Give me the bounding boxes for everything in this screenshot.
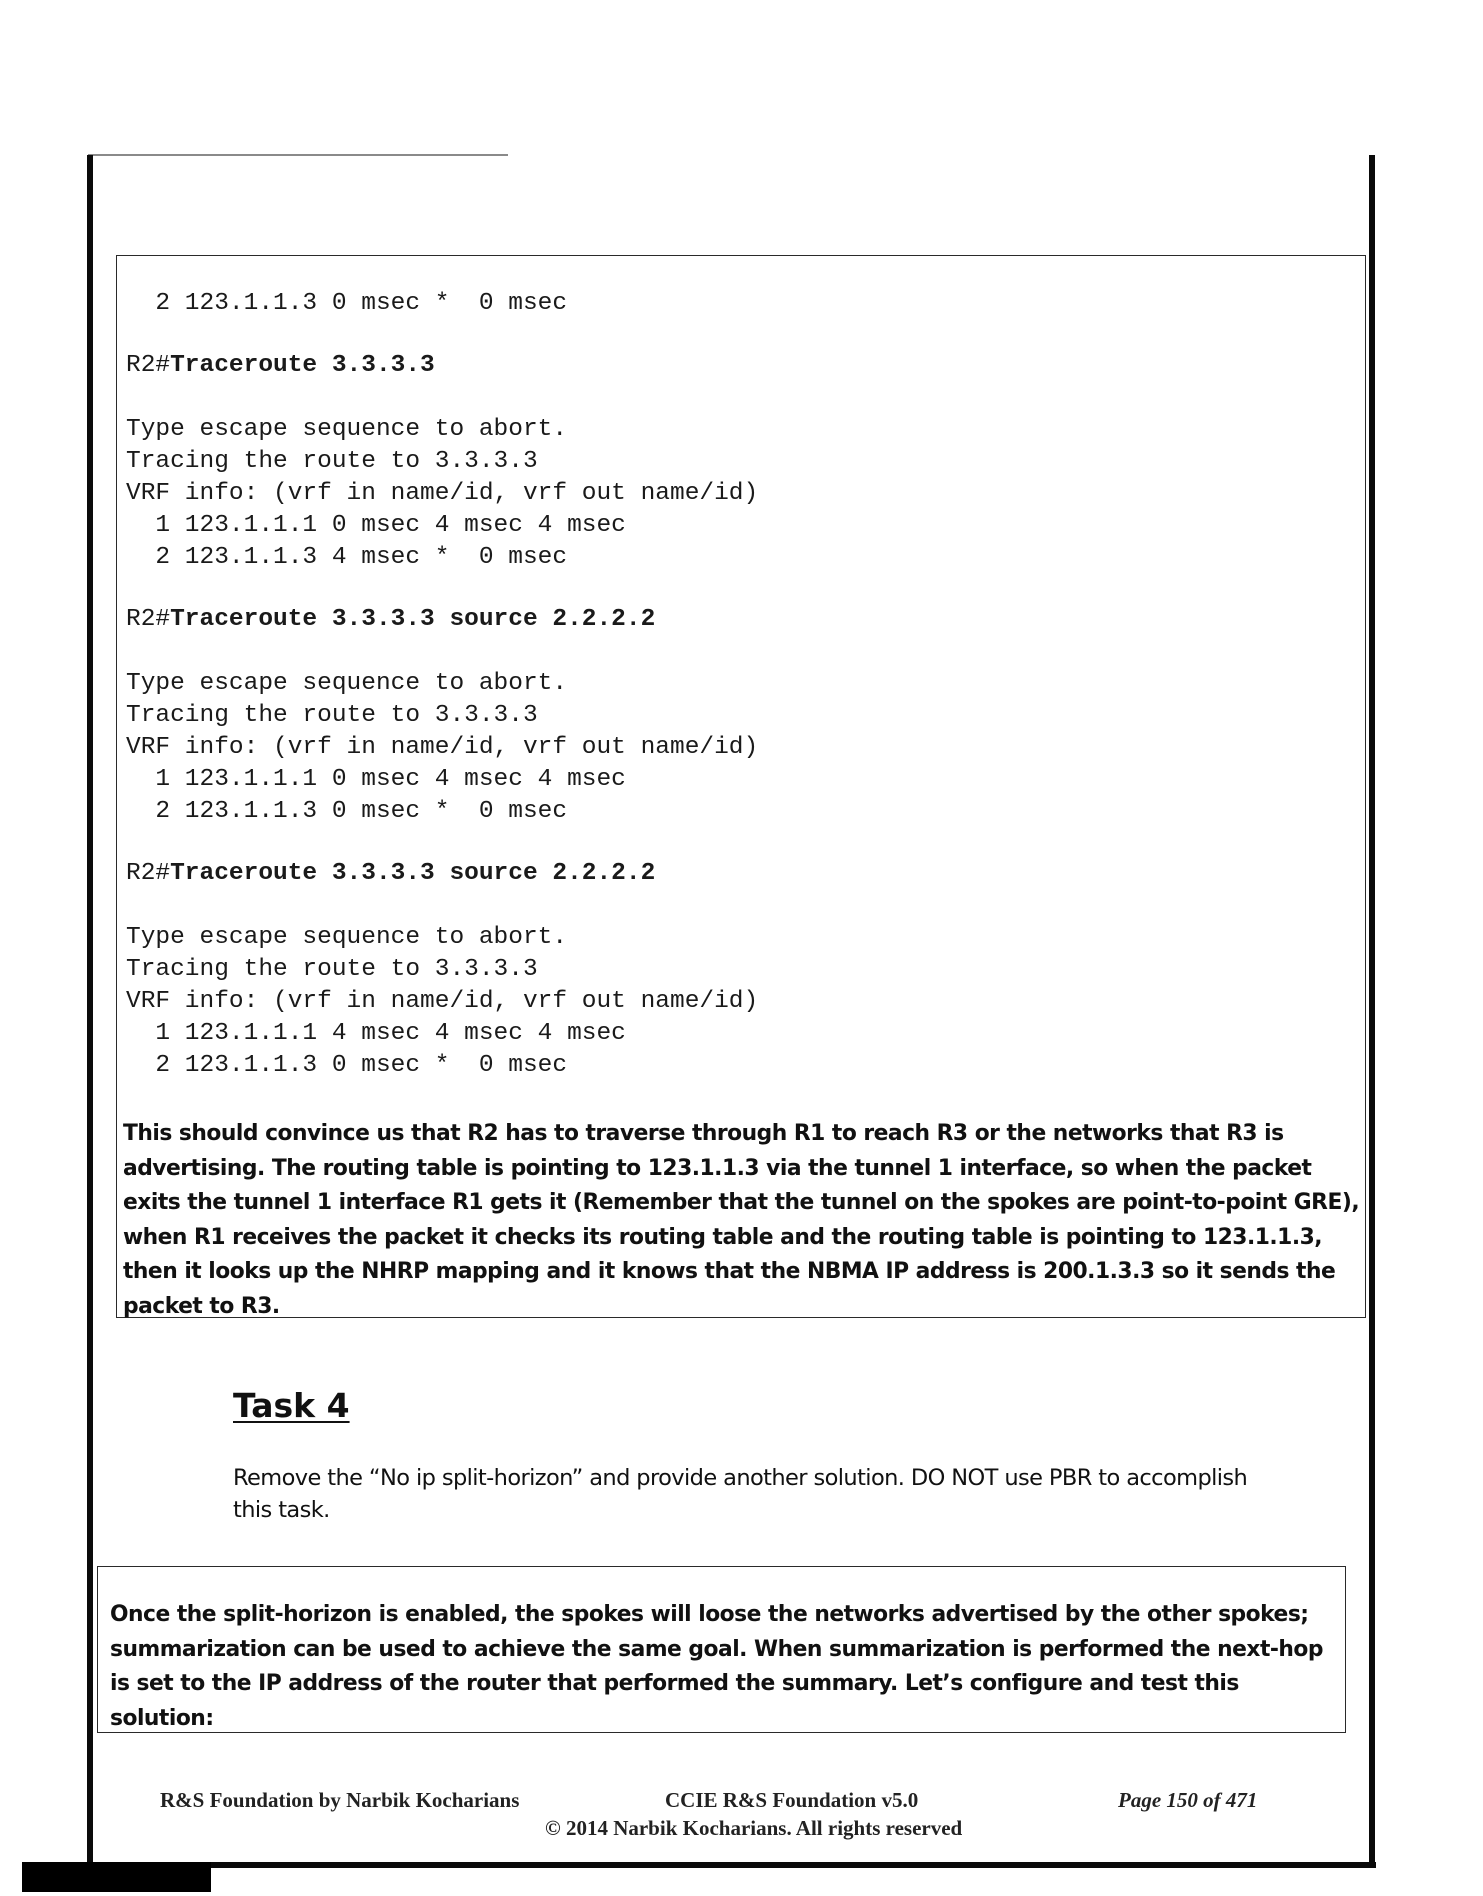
task-description: Remove the “No ip split-horizon” and provide another solution. DO NOT use PBR to accomplish this task. <box>233 1465 1248 1523</box>
cli-command-line <box>126 858 655 890</box>
cli-prompt: R2# <box>126 606 171 633</box>
cli-output-line: 1 123.1.1.1 4 msec 4 msec 4 msec <box>126 1020 626 1047</box>
cli-output-line: Type escape sequence to abort. <box>126 670 568 697</box>
page-right-border <box>1369 155 1375 1868</box>
page-bottom-border <box>80 1862 1376 1868</box>
cli-prompt: R2# <box>126 860 171 887</box>
cli-output-line: Tracing the route to 3.3.3.3 <box>126 448 538 475</box>
solution-note: Once the split-horizon is enabled, the spokes will loose the networks advertised by the other spokes; summarization can be used to achieve the same goal. When summarization is performed the next-hop is set to the IP address of the router that performed the summary. Let’s configure and test this solution: <box>110 1602 1324 1731</box>
cli-command-line <box>126 350 435 382</box>
cli-command-line <box>126 604 655 636</box>
cli-output-line: VRF info: (vrf in name/id, vrf out name/id) <box>126 480 759 507</box>
cli-prompt: R2# <box>126 352 171 379</box>
cli-output-line: 2 123.1.1.3 4 msec * 0 msec <box>126 544 568 571</box>
cli-output-line: 2 123.1.1.3 0 msec * 0 msec <box>126 798 568 825</box>
cli-command: Traceroute 3.3.3.3 source 2.2.2.2 <box>170 860 656 887</box>
footer-page-number: Page 150 of 471 <box>1118 1788 1258 1812</box>
cli-output-line: Type escape sequence to abort. <box>126 416 568 443</box>
footer-copyright: © 2014 Narbik Kocharians. All rights reserved <box>545 1816 963 1840</box>
explanation-paragraph: This should convince us that R2 has to traverse through R1 to reach R3 or the networks that R3 is advertising. The routing table is pointing to 123.1.1.3 via the tunnel 1 interface, so when the packet exits the tunnel 1 interface R1 gets it (Remember that the tunnel on the spokes are point-to-point GRE), when R1 receives the packet it checks its routing table and the routing table is pointing to 123.1.1.3, then it looks up the NHRP mapping and it knows that the NBMA IP address is 200.1.3.3 so it sends the packet to R3. <box>123 1121 1360 1319</box>
cli-command: Traceroute 3.3.3.3 source 2.2.2.2 <box>170 606 656 633</box>
cli-output-line: 2 123.1.1.3 0 msec * 0 msec <box>126 1052 568 1079</box>
footer-title: CCIE R&S Foundation v5.0 <box>665 1788 919 1812</box>
cli-output-line: 2 123.1.1.3 0 msec * 0 msec <box>126 290 568 317</box>
cli-output-line: Tracing the route to 3.3.3.3 <box>126 702 538 729</box>
cli-output-line: 1 123.1.1.1 0 msec 4 msec 4 msec <box>126 766 626 793</box>
page-left-border <box>87 155 93 1867</box>
cli-output-line: VRF info: (vrf in name/id, vrf out name/id) <box>126 734 759 761</box>
scan-corner-mark <box>22 1862 211 1892</box>
cli-command: Traceroute 3.3.3.3 <box>170 352 435 379</box>
scan-top-rule <box>88 154 508 156</box>
task-heading: Task 4 <box>233 1386 350 1425</box>
footer-author: R&S Foundation by Narbik Kocharians <box>160 1788 520 1812</box>
cli-output-line: VRF info: (vrf in name/id, vrf out name/id) <box>126 988 759 1015</box>
cli-output-line: Type escape sequence to abort. <box>126 924 568 951</box>
cli-output-line: Tracing the route to 3.3.3.3 <box>126 956 538 983</box>
cli-output-line: 1 123.1.1.1 0 msec 4 msec 4 msec <box>126 512 626 539</box>
